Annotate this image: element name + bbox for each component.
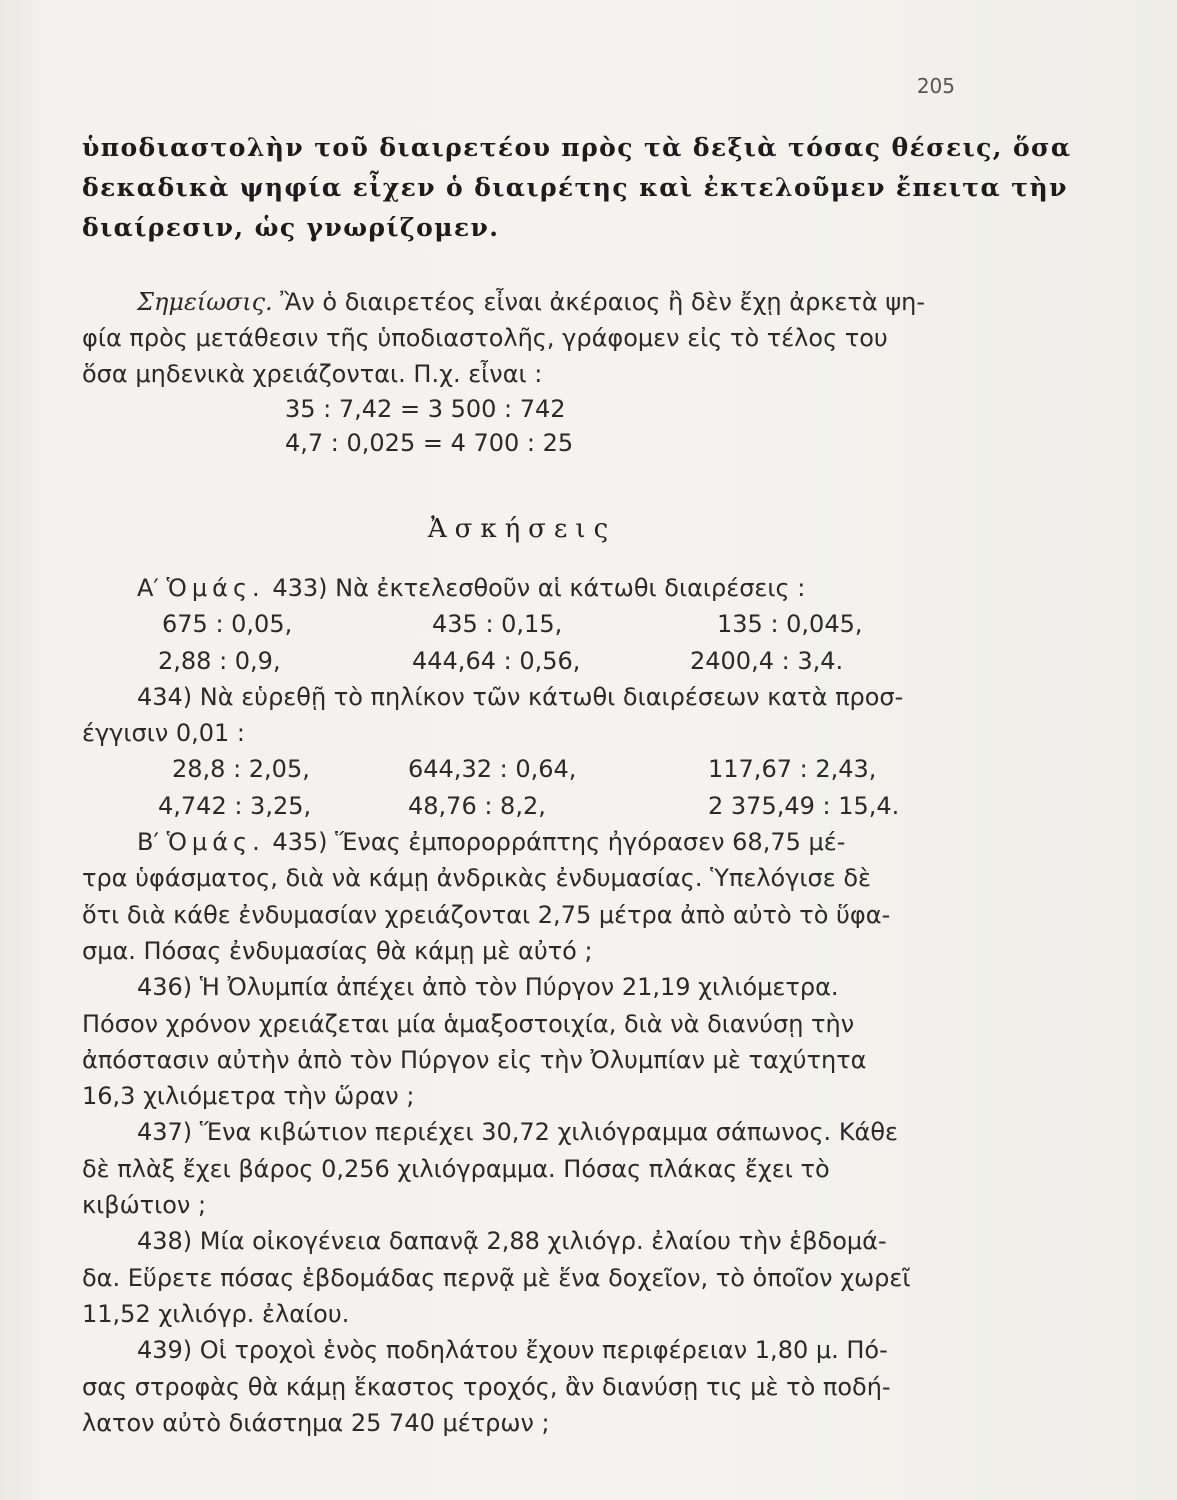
exercise-line: 438) Μία οἰκογένεια δαπανᾷ 2,88 χιλιόγρ. ἐλαίου τὴν ἑβδομά- — [137, 1227, 887, 1256]
group-a-prefix: Α′ — [137, 574, 159, 602]
division-item: 435 : 0,15, — [432, 610, 563, 639]
exercise-line: τρα ὑφάσματος, διὰ νὰ κάμῃ ἀνδρικὰς ἐνδυμασίας. Ὑπελόγισε δὲ — [82, 864, 872, 893]
exercise-line: έγγισιν 0,01 : — [82, 719, 246, 748]
group-b — [82, 824, 962, 1441]
division-item: 2 375,49 : 15,4. — [708, 791, 900, 820]
section-heading: Ἀσκήσεις — [427, 514, 617, 544]
exercise-line: σας στροφὰς θὰ κάμῃ ἕκαστος τροχός, ἂν διανύσῃ τις μὲ τὸ ποδή- — [82, 1372, 891, 1401]
group-a — [82, 570, 962, 606]
group-a-label: Ὁμάς. — [166, 574, 265, 602]
page-number: 205 — [916, 74, 955, 98]
continued-paragraph — [82, 128, 1072, 248]
page-content — [82, 128, 1072, 1441]
division-item: 675 : 0,05, — [162, 610, 293, 639]
exercise-line: δὲ πλὰξ ἔχει βάρος 0,256 χιλιόγραμμα. Πόσας πλάκας ἔχει τὸ — [82, 1154, 830, 1183]
note-text: Ἂν ὁ διαιρετέος εἶναι ἀκέραιος ἢ δὲν ἔχῃ ἀρκετὰ ψη- — [272, 288, 926, 316]
exercise-line: 439) Οἱ τροχοὶ ἑνὸς ποδηλάτου ἔχουν περιφέρειαν 1,80 μ. Πό- — [137, 1336, 888, 1365]
division-item: 28,8 : 2,05, — [172, 755, 310, 784]
division-row — [82, 751, 962, 787]
exercise-line: δα. Εὕρετε πόσας ἑβδομάδας περνᾷ μὲ ἕνα δοχεῖον, τὸ ὁποῖον χωρεῖ — [82, 1263, 911, 1292]
exercise-435-line — [82, 824, 962, 860]
note-line — [82, 284, 962, 320]
exercise-433-text: 433) Νὰ ἐκτελεσθοῦν αἱ κάτωθι διαιρέσεις : — [272, 574, 806, 602]
note-line: φία πρὸς μετάθεσιν τῆς ὑποδιαστολῆς, γράφομεν εἰς τὸ τέλος του — [82, 324, 888, 352]
note-block — [82, 284, 962, 392]
exercise-line: 437) Ἕνα κιβώτιον περιέχει 30,72 χιλιόγραμμα σάπωνος. Κάθε — [137, 1118, 899, 1147]
exercise-435-text: 435) Ἕνας ἐμπορορράπτης ἠγόρασεν 68,75 μέ- — [264, 828, 846, 857]
paragraph-line: δεκαδικὰ ψηφία εἶχεν ὁ διαιρέτης καὶ ἐκτελοῦμεν ἔπειτα τὴν — [82, 173, 1068, 202]
exercise-line: Πόσον χρόνον χρειάζεται μία ἁμαξοστοιχία, διὰ νὰ διανύσῃ τὴν — [82, 1009, 855, 1038]
exercise-line: ὅτι διὰ κάθε ἐνδυμασίαν χρειάζονται 2,75 μέτρα ἀπὸ αὐτὸ τὸ ὕφα- — [82, 900, 891, 929]
division-item: 117,67 : 2,43, — [708, 755, 877, 784]
group-b-label: Ὁμάς. — [166, 828, 265, 857]
paragraph-line: διαίρεσιν, ὡς γνωρίζομεν. — [82, 213, 500, 242]
exercise-line: σμα. Πόσας ἐνδυμασίας θὰ κάμῃ μὲ αὐτό ; — [82, 936, 593, 965]
exercise-line: λατον αὐτὸ διάστημα 25 740 μέτρων ; — [82, 1408, 550, 1437]
note-label: Σημείωσις. — [137, 288, 273, 316]
division-row — [82, 606, 962, 642]
exercise-433-line — [82, 570, 962, 606]
division-row — [82, 643, 962, 679]
division-item: 135 : 0,045, — [717, 610, 863, 639]
note-line: ὅσα μηδενικὰ χρειάζονται. Π.χ. εἶναι : — [82, 360, 543, 388]
division-item: 444,64 : 0,56, — [412, 646, 581, 675]
division-item: 2400,4 : 3,4. — [690, 646, 844, 675]
division-row — [82, 788, 962, 824]
division-item: 2,88 : 0,9, — [158, 646, 281, 675]
formula-line: 4,7 : 0,025 = 4 700 : 25 — [285, 429, 574, 457]
exercise-434 — [82, 679, 962, 752]
formula-line: 35 : 7,42 = 3 500 : 742 — [285, 395, 566, 423]
group-b-prefix: Β′ — [137, 828, 159, 857]
exercise-line: κιβώτιον ; — [82, 1191, 207, 1220]
exercise-line: 436) Ἡ Ὀλυμπία ἀπέχει ἀπὸ τὸν Πύργον 21,19 χιλιόμετρα. — [137, 973, 839, 1002]
exercise-line: 11,52 χιλιόγρ. ἐλαίου. — [82, 1299, 350, 1328]
division-item: 644,32 : 0,64, — [408, 755, 577, 784]
division-item: 48,76 : 8,2, — [408, 791, 546, 820]
division-item: 4,742 : 3,25, — [158, 791, 312, 820]
paragraph-line: ὑποδιαστολὴν τοῦ διαιρετέου πρὸς τὰ δεξιὰ τόσας θέσεις, ὅσα — [82, 133, 1072, 162]
exercise-line: 434) Νὰ εὑρεθῇ τὸ πηλίκον τῶν κάτωθι διαιρέσεων κατὰ προσ- — [137, 682, 904, 711]
exercise-line: ἀπόστασιν αὐτὴν ἀπὸ τὸν Πύργον εἰς τὴν Ὀλυμπίαν μὲ ταχύτητα — [82, 1045, 867, 1074]
exercise-line: 16,3 χιλιόμετρα τὴν ὥραν ; — [82, 1082, 415, 1111]
